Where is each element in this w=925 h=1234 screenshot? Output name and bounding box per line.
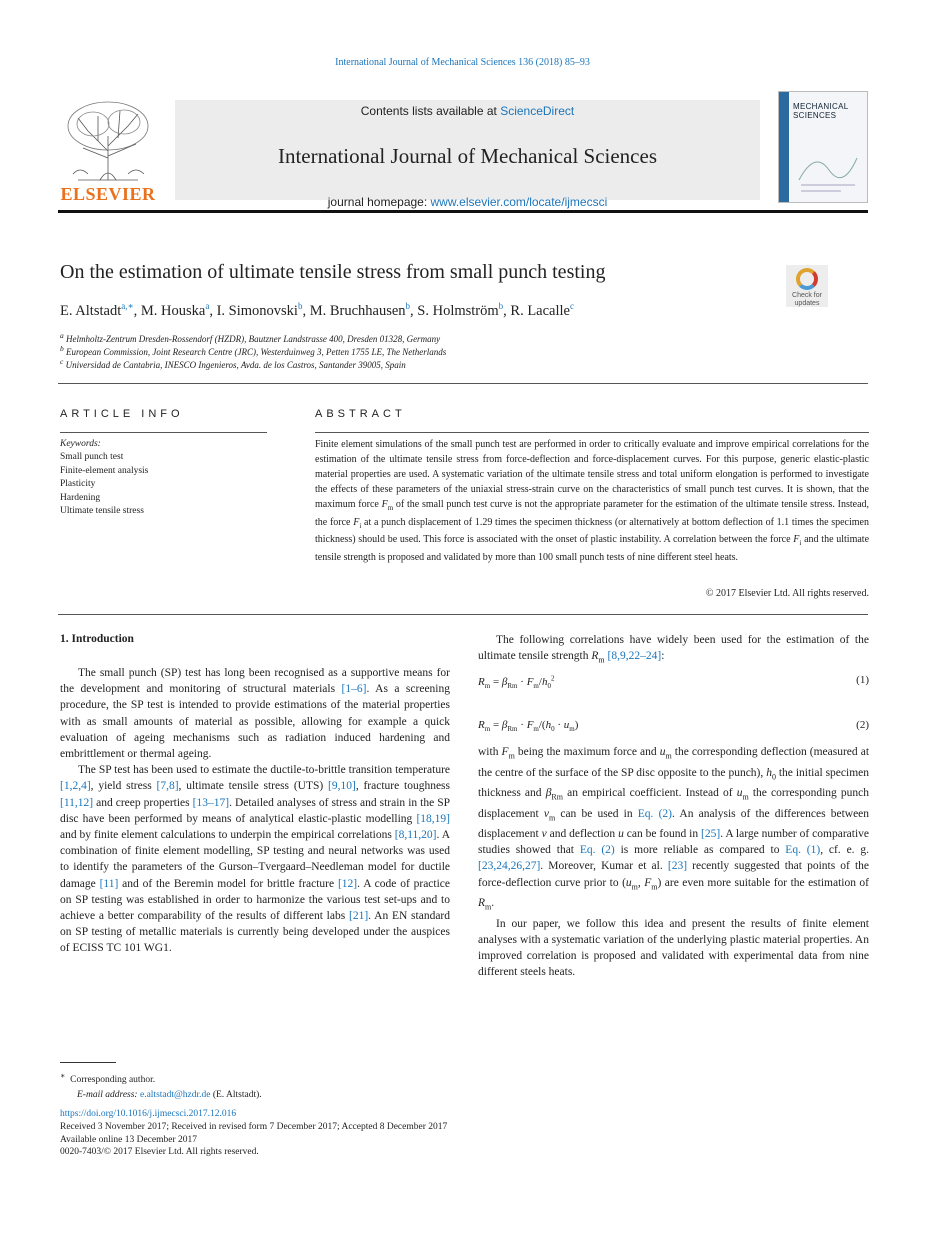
footnote-rule (60, 1062, 116, 1063)
homepage-line: journal homepage: www.elsevier.com/locate/ijmecsci (327, 195, 608, 209)
citation-link[interactable]: [23,24,26,27] (478, 860, 541, 873)
citation-link[interactable]: [7,8] (156, 780, 179, 793)
keywords-list: Keywords: Small punch test Finite-element analysis Plasticity Hardening Ultimate tensile stress (60, 438, 148, 518)
citation-link[interactable]: [8,11,20] (394, 829, 437, 842)
keyword: Finite-element analysis (60, 465, 149, 476)
journal-masthead (58, 96, 868, 209)
equation-link[interactable]: Eq. (2) (579, 844, 615, 857)
equation-1: $R_m = \beta_{Rm} \cdot F_m/h_0^2$ (1) (478, 674, 869, 690)
author[interactable]: R. Lacalle$^c$ (510, 301, 574, 319)
received-dates: Received 3 November 2017; Received in revised form 7 December 2017; Accepted 8 December 2017 (60, 1121, 448, 1132)
contents-line: Contents lists available at ScienceDirect (360, 104, 575, 118)
citation-link[interactable]: [1,2,4] (60, 780, 91, 793)
abstract-text: Finite element simulations of the small punch test are performed in order to critically evaluate and improve empirical correlations for the estimation of the ultimate tensile stress from force-deflection and force-displacement curves. For this purpose, generic elastic-plastic material properties are used. A systematic variation of the ultimate tensile stress and total uniform elongation is performed to investigate the effects of these parameters of the uniaxial stress-strain curve on the characteristics of small punch test curves. It is shown, that the maximum force $F_m$ of the small punch test curve is not the appropriate parameter for the estimation of the ultimate tensile stress. Instead, the force $F_i$ at a punch displacement of 1.29 times the specimen thickness (or alternatively at bottom deflection of 1.1 times the specimen thickness) should be used. This force is associated with the onset of plastic instability. A correlation between the force $F_i$ and the ultimate tensile strength is proposed and validated by more than 100 small punch tests of nine different steel heats. (315, 439, 870, 564)
crossmark-icon (796, 268, 818, 290)
equation-link[interactable]: Eq. (1) (785, 844, 821, 857)
citation-link[interactable]: [8,9,22–24] (607, 650, 662, 663)
author-list: E. Altstadt$^{a,∗}$, M. Houska$^a$, I. Simonovski$^b$, M. Bruchhausen$^b$, S. Holmström$^b$, R. Lacalle$^c$ (60, 301, 574, 319)
citation-link[interactable]: [12] (337, 877, 358, 890)
author[interactable]: E. Altstadt$^{a,∗}$ (60, 301, 134, 319)
issn-copyright: 0020-7403/© 2017 Elsevier Ltd. All rights reserved. (60, 1147, 259, 1158)
author-email-link[interactable]: e.altstadt@hzdr.de (139, 1089, 211, 1100)
citation-link[interactable]: [21] (348, 910, 369, 923)
doi-link[interactable]: https://doi.org/10.1016/j.ijmecsci.2017.12.016 (60, 1109, 237, 1119)
abstract-copyright: © 2017 Elsevier Ltd. All rights reserved. (705, 588, 869, 599)
author[interactable]: M. Houska$^a$ (140, 301, 210, 319)
abstract-heading: ABSTRACT (315, 408, 406, 420)
author[interactable]: M. Bruchhausen$^b$ (309, 301, 411, 319)
citation-link[interactable]: [1–6] (341, 683, 367, 696)
citation-link[interactable]: [23] (667, 860, 688, 873)
journal-reference-link[interactable]: International Journal of Mechanical Sciences 136 (2018) 85–93 (335, 57, 590, 68)
citation-link[interactable]: [9,10] (328, 780, 356, 793)
right-column-body (478, 744, 869, 980)
affiliation: $^c$ Universidad de Cantabria, INESCO Ingenieros, Avda. de los Castros, Santander 39005, Spain (60, 357, 406, 370)
equation-link[interactable]: Eq. (2) (637, 807, 672, 820)
masthead-rule (58, 210, 868, 213)
cover-graphic (795, 140, 861, 196)
keyword: Small punch test (60, 452, 124, 463)
section-divider (58, 383, 868, 384)
section-divider (58, 614, 868, 615)
paper-title: On the estimation of ultimate tensile stress from small punch testing (60, 261, 606, 283)
paragraph: The small punch (SP) test has long been recognised as a supportive means for the development and monitoring of structural materials [1–6]. As a screening procedure, the SP test is intended to provide estimations of the material properties with as small amounts of material as possible, allowing for example a quick evaluation of ageing mechanisms such as radiation induced hardening and embrittlement or thermal ageing. (60, 667, 450, 761)
equation-number: (2) (856, 719, 869, 731)
journal-title: International Journal of Mechanical Sciences (277, 144, 657, 168)
publication-info (60, 1108, 447, 1159)
keyword: Plasticity (60, 479, 96, 490)
citation-link[interactable]: [11] (99, 877, 119, 890)
introduction-heading: 1. Introduction (60, 633, 134, 645)
journal-banner (175, 100, 760, 209)
sciencedirect-link[interactable]: ScienceDirect (500, 104, 575, 118)
author[interactable]: S. Holmström$^b$ (417, 301, 504, 319)
homepage-link[interactable]: www.elsevier.com/locate/ijmecsci (430, 195, 608, 209)
article-info-heading: ARTICLE INFO (60, 408, 184, 420)
available-online: Available online 13 December 2017 (60, 1134, 197, 1145)
journal-cover-image[interactable] (778, 91, 868, 203)
equation-number: (1) (856, 674, 869, 686)
paragraph: with $F_m$ being the maximum force and $u_m$ the corresponding deflection (measured at the centre of the surface of the SP disc opposite to the punch), $h_0$ the initial specimen thickness and $\beta_{Rm}$ an empirical coefficient. Instead of $u_m$ the corresponding punch displacement $v_m$ can be used in Eq. (2). An analysis of the differences between displacement v and deflection u can be found in [25]. A large number of comparative studies showed that Eq. (2) is more reliable as compared to Eq. (1), cf. e. g. [23,24,26,27]. Moreover, Kumar et al. [23] recently suggested that points of the force-deflection curve prior to ($u_m$, $F_m$) are even more suitable for the estimation of $R_m$. (478, 746, 870, 912)
citation-link[interactable]: [25] (701, 828, 721, 840)
abstract-rule (315, 432, 869, 433)
check-for-updates-badge[interactable]: Check for updates (786, 265, 828, 307)
citation-link[interactable]: [13–17] (192, 796, 230, 809)
introduction-body (60, 665, 450, 957)
footnote: ∗ Corresponding author. E-mail address: e.altstadt@hzdr.de (E. Altstadt). (60, 1071, 262, 1100)
right-column-lead: The following correlations have widely been used for the estimation of the ultimate tensile strength $R_m$ [8,9,22–24]: (478, 634, 869, 665)
cover-title: MECHANICAL SCIENCES (793, 102, 849, 120)
paragraph: In our paper, we follow this idea and present the results of finite element analyses with a systematic variation of the underlying plastic material properties. An improved correlation is proposed and validated with experimental data from nine different steels heats. (478, 917, 869, 979)
paragraph: The SP test has been used to estimate the ductile-to-brittle transition temperature [1,2,4], yield stress [7,8], ultimate tensile stress (UTS) [9,10], fracture toughness [11,12] and creep properties [13–17]. Detailed analyses of stress and strain in the SP disc have been performed by means of analytical elastic-plastic modelling [18,19] and by finite element calculations to underpin the empirical correlations [8,11,20]. A combination of finite element modelling, SP testing and neural networks was used to identify the parameters of the Gurson–Tvergaard–Needleman model for ductile damage [11] and of the Beremin model for brittle fracture [12]. A code of practice on SP testing was established in order to harmonize the various test set-ups and to achieve a better comparability of the results of different labs [21]. An EN standard on SP testing of metallic materials is currently being developed under the auspices of ECISS TC 101 WG1. (60, 764, 451, 955)
affiliation: $^b$ European Commission, Joint Research Centre (JRC), Westerduinweg 3, Petten 1755 LE, The Netherlands (60, 344, 447, 357)
citation-link[interactable]: [11,12] (60, 796, 94, 809)
author[interactable]: I. Simonovski$^b$ (216, 301, 303, 319)
publisher-name: ELSEVIER (60, 184, 156, 204)
article-info-rule (60, 432, 267, 433)
keyword: Ultimate tensile stress (60, 506, 144, 517)
affiliation: $^a$ Helmholtz-Zentrum Dresden-Rossendorf (HZDR), Bautzner Landstrasse 400, Dresden 01328, Germany (60, 331, 441, 344)
keyword: Hardening (60, 492, 101, 503)
citation-link[interactable]: [18,19] (416, 812, 450, 825)
equation-2: $R_m = \beta_{Rm} \cdot F_m/(h_0 \cdot u_m)$ (2) (478, 719, 869, 734)
